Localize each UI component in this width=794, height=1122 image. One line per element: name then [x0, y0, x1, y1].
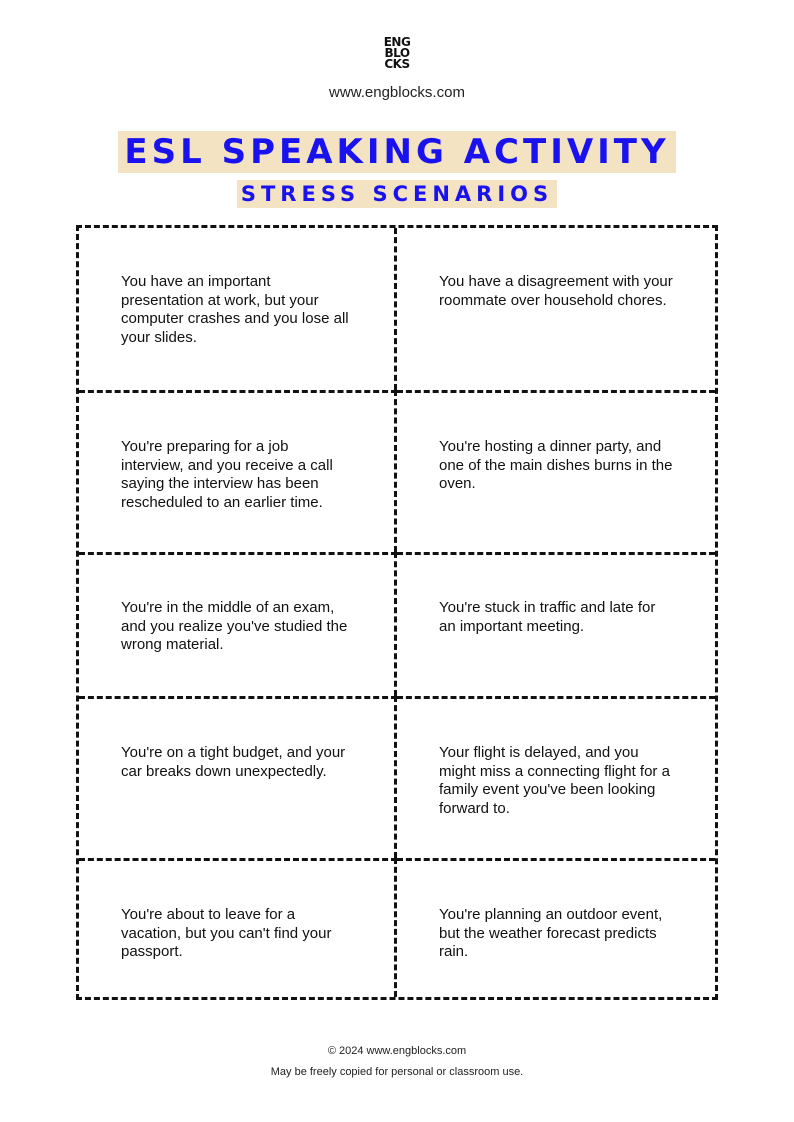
- page-title: ESL SPEAKING ACTIVITY: [118, 131, 675, 173]
- scenario-card: You have a disagreement with your roommate over household chores.: [439, 273, 673, 309]
- page-subtitle: STRESS SCENARIOS: [237, 180, 557, 208]
- footer-copyright: © 2024 www.engblocks.com: [327, 1045, 467, 1057]
- engblocks-logo: [0, 37, 794, 73]
- logo-line-3: CKS: [384, 57, 410, 71]
- scenario-card: Your flight is delayed, and you might miss a connecting flight for a family event you've been looking forward to.: [397, 696, 715, 858]
- scenario-card-grid: [76, 225, 718, 1000]
- scenario-card: You're stuck in traffic and late for an important meeting.: [397, 552, 715, 696]
- scenario-card: You're hosting a dinner party, and one of the main dishes burns in the oven.: [397, 390, 715, 552]
- scenario-card: You're preparing for a job interview, and you receive a call saying the interview has been rescheduled to an earlier time.: [79, 390, 397, 552]
- scenario-card: You're planning an outdoor event, but the weather forecast predicts rain.: [397, 858, 715, 997]
- scenario-card: You have an important presentation at work, but your computer crashes and you lose all your slides.: [79, 228, 397, 390]
- website-url: www.engblocks.com: [329, 84, 465, 101]
- logo-line-1: ENG: [383, 35, 411, 49]
- footer-usage-note: May be freely copied for personal or classroom use.: [270, 1066, 524, 1078]
- scenario-card: You're about to leave for a vacation, but you can't find your passport.: [79, 858, 397, 997]
- scenario-card: You're on a tight budget, and your car breaks down unexpectedly.: [79, 696, 397, 858]
- logo-line-2: BLO: [384, 46, 410, 60]
- scenario-card: You're in the middle of an exam, and you realize you've studied the wrong material.: [79, 552, 397, 696]
